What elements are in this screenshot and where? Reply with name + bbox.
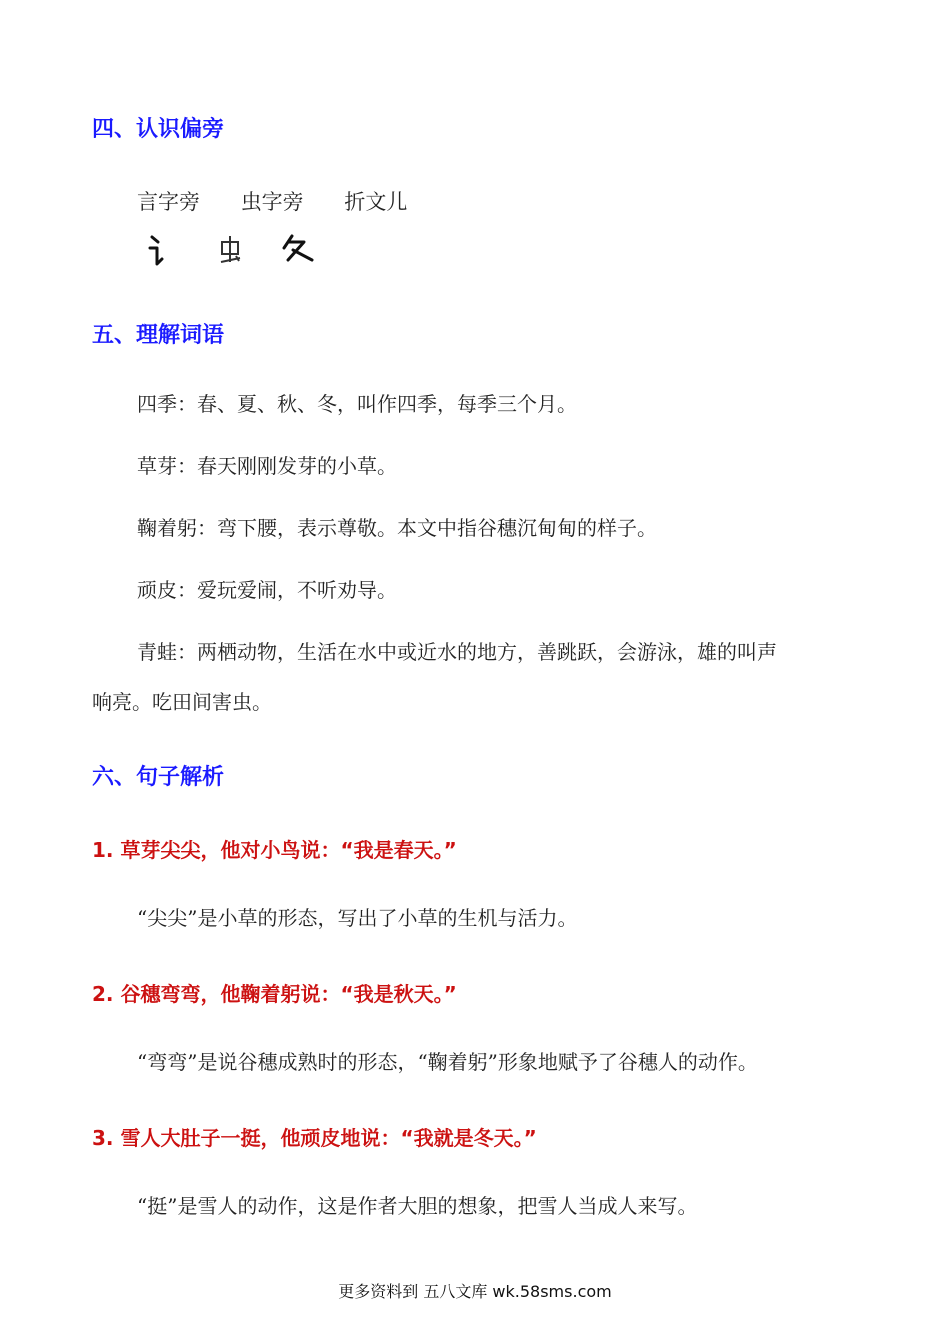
radical-name-chong: 虫字旁 [240, 190, 304, 214]
section-heading-vocabulary: 五、理解词语 [92, 323, 225, 348]
sentence-answer-1: “尖尖”是小草的形态，写出了小草的生机与活力。 [137, 906, 578, 930]
section-heading-sentences: 六、句子解析 [92, 765, 225, 790]
definition-siji: 四季：春、夏、秋、冬，叫作四季，每季三个月。 [137, 392, 577, 416]
radical-name-zhewen: 折文儿 [344, 190, 408, 214]
zhewen-radical-icon [276, 228, 320, 272]
sentence-answer-2: “弯弯”是说谷穗成熟时的形态，“鞠着躬”形象地赋予了谷穗人的动作。 [137, 1050, 758, 1074]
definition-wanpi: 顽皮：爱玩爱闹，不听劝导。 [137, 578, 397, 602]
footer-link[interactable]: 更多资料到 五八文库 wk.58sms.com [338, 1282, 612, 1301]
definition-qingwa-cont: 响亮。吃田间害虫。 [92, 690, 272, 714]
radical-names [137, 186, 441, 216]
sentence-question-1: 1. 草芽尖尖，他对小鸟说：“我是春天。” [92, 838, 457, 862]
section-heading-radicals: 四、认识偏旁 [92, 117, 225, 142]
yan-radical-icon [140, 228, 184, 272]
radical-name-yan: 言字旁 [137, 190, 200, 214]
sentence-answer-3: “挺”是雪人的动作，这是作者大胆的想象，把雪人当成人来写。 [137, 1194, 698, 1218]
definition-juzhegong: 鞠着躬：弯下腰，表示尊敬。本文中指谷穗沉甸甸的样子。 [137, 516, 657, 540]
chong-radical-icon [210, 228, 254, 272]
sentence-question-3: 3. 雪人大肚子一挺，他顽皮地说：“我就是冬天。” [92, 1126, 537, 1150]
sentence-question-2: 2. 谷穗弯弯，他鞠着躬说：“我是秋天。” [92, 982, 457, 1006]
definition-qingwa: 青蛙：两栖动物，生活在水中或近水的地方，善跳跃，会游泳，雄的叫声 [137, 640, 777, 664]
definition-caoya: 草芽：春天刚刚发芽的小草。 [137, 454, 397, 478]
